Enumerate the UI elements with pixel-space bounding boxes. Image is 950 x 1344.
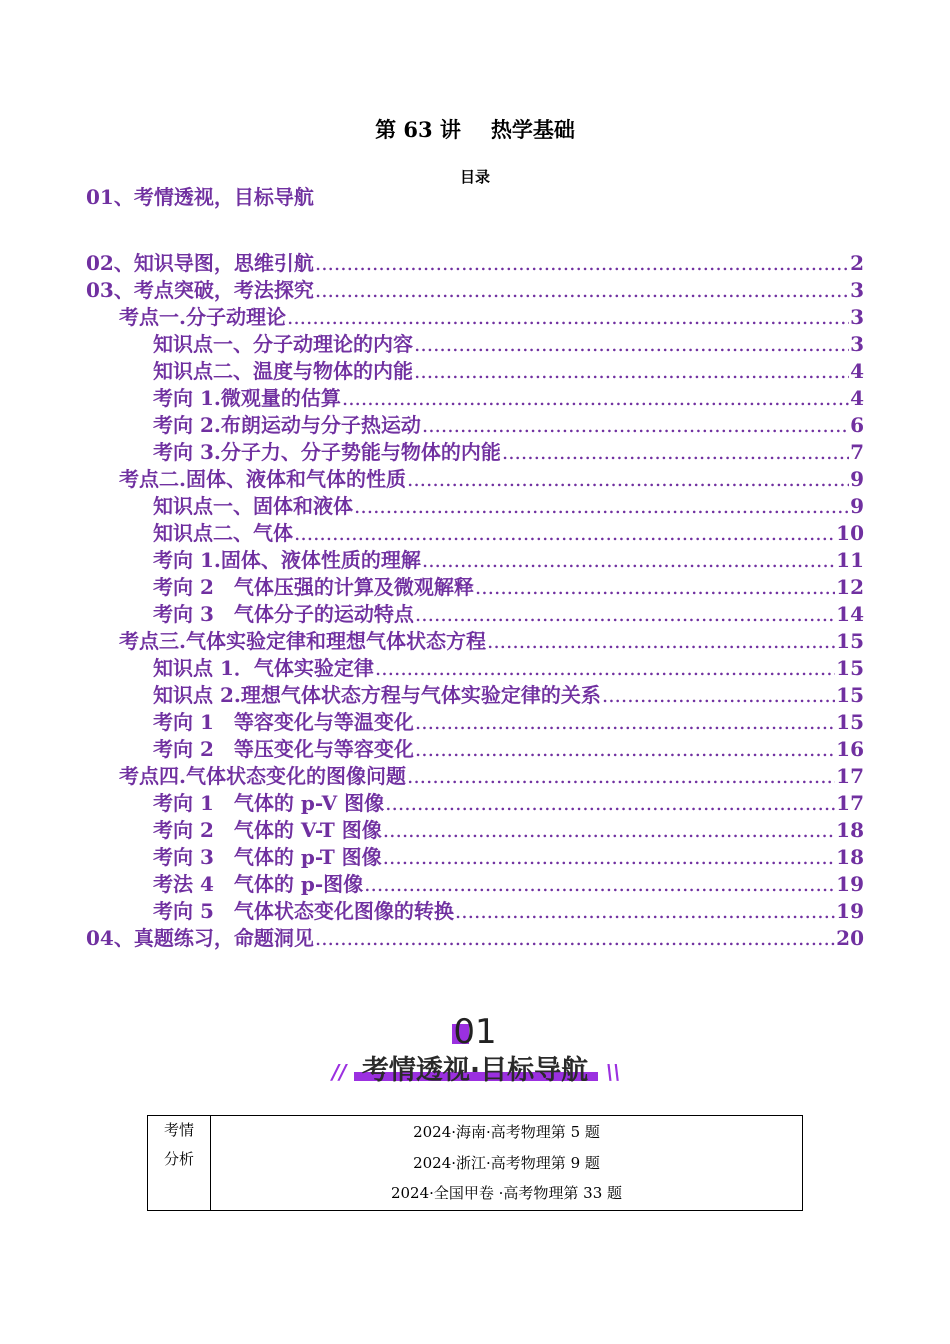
toc-leader-dots: [383, 817, 835, 844]
toc-entry-page: 3: [850, 278, 864, 302]
toc-entry-label: 知识点 2.理想气体状态方程与气体实验定律的关系: [153, 683, 601, 707]
toc-entry[interactable]: [86, 277, 864, 304]
banner-deco-left: //: [332, 1060, 347, 1084]
toc-leader-dots: [287, 304, 849, 331]
toc-entry-page: 16: [836, 737, 864, 761]
toc-leader-dots: [342, 385, 849, 412]
toc-entry-label: 考向 1 气体的 p-V 图像: [153, 791, 385, 815]
banner-number: 01: [453, 1012, 497, 1052]
toc-leader-dots: [414, 331, 849, 358]
toc-entry[interactable]: [153, 439, 864, 466]
toc-entry-page: 9: [850, 467, 864, 491]
header-line: 分析: [163, 1150, 194, 1168]
toc-entry-label: 04、真题练习，命题洞见: [86, 926, 314, 950]
toc-entry-page: 11: [836, 548, 864, 572]
toc-entry-label: 考向 2.布朗运动与分子热运动: [153, 413, 421, 437]
toc-entry-page: 10: [836, 521, 864, 545]
toc-entry-label: 考向 2 等压变化与等容变化: [153, 737, 414, 761]
toc-entry-label: 知识点 1．气体实验定律: [153, 656, 374, 680]
exam-item: 2024·全国甲卷 ·高考物理第 33 题: [390, 1184, 623, 1202]
toc-leader-dots: [315, 250, 849, 277]
toc-entry-page: 3: [850, 305, 864, 329]
toc-leader-dots: [364, 871, 835, 898]
toc-leader-dots: [455, 898, 835, 925]
toc-heading: 目录: [459, 168, 490, 186]
toc-leader-dots: [315, 925, 835, 952]
toc-entry[interactable]: [153, 547, 864, 574]
exam-items-cell: [211, 1116, 803, 1211]
toc-leader-dots: [415, 736, 835, 763]
toc-leader-dots: [414, 358, 849, 385]
toc-leader-dots: [375, 655, 835, 682]
toc-entry-page: 17: [836, 791, 864, 815]
toc-entry[interactable]: [153, 493, 864, 520]
toc-entry[interactable]: [153, 331, 864, 358]
toc-entry-label: 考向 1 等容变化与等温变化: [153, 710, 414, 734]
toc-entry[interactable]: [119, 763, 864, 790]
toc-entry[interactable]: [153, 682, 864, 709]
toc-entry-label: 考向 3 气体的 p-T 图像: [153, 845, 382, 869]
toc-entry[interactable]: [153, 385, 864, 412]
toc-entry-label: 考向 3.分子力、分子势能与物体的内能: [153, 440, 501, 464]
banner-deco-right: \\: [606, 1060, 621, 1084]
toc-entry[interactable]: [153, 601, 864, 628]
toc-entry-label: 02、知识导图，思维引航: [86, 251, 314, 275]
toc-entry[interactable]: [153, 844, 864, 871]
toc-leader-dots: [475, 574, 835, 601]
toc-leader-dots: [415, 709, 835, 736]
toc-entry-label: 考向 1.微观量的估算: [153, 386, 341, 410]
toc-entry-first[interactable]: 01、考情透视，目标导航: [86, 185, 314, 209]
toc-entry-page: 15: [836, 710, 864, 734]
toc-entry-page: 17: [836, 764, 864, 788]
toc-entry-page: 15: [836, 656, 864, 680]
header-line: 考情: [163, 1121, 194, 1139]
toc-entry-page: 19: [836, 899, 864, 923]
document-title: [0, 114, 950, 144]
toc-entry-label: 03、考点突破，考法探究: [86, 278, 314, 302]
toc-entry[interactable]: [153, 655, 864, 682]
exam-item: 2024·海南·高考物理第 5 题: [413, 1123, 600, 1141]
toc-leader-dots: [415, 601, 835, 628]
toc-leader-dots: [407, 466, 849, 493]
toc-leader-dots: [602, 682, 835, 709]
exam-analysis-table: [147, 1115, 803, 1211]
toc-entry[interactable]: [153, 412, 864, 439]
toc-leader-dots: [422, 547, 835, 574]
toc-leader-dots: [407, 763, 835, 790]
banner-text: 考情透视·目标导航: [361, 1055, 589, 1086]
toc-entry-label: 考点一.分子动理论: [119, 305, 286, 329]
toc-entry[interactable]: [119, 628, 864, 655]
toc-entry-page: 12: [836, 575, 864, 599]
toc-entry-label: 考法 4 气体的 p-图像: [153, 872, 364, 896]
toc-leader-dots: [422, 412, 849, 439]
toc-entry-page: 6: [850, 413, 864, 437]
toc-entry-label: 考点二.固体、液体和气体的性质: [119, 467, 406, 491]
toc-entry-label: 考向 3 气体分子的运动特点: [153, 602, 414, 626]
toc-entry-label: 考向 2 气体的 V-T 图像: [153, 818, 382, 842]
lecture-topic: 热学基础: [490, 117, 575, 142]
lecture-number: 第 63 讲: [375, 117, 461, 142]
exam-table-header: [148, 1116, 211, 1211]
toc-entry-page: 9: [850, 494, 864, 518]
toc-entry-label: 知识点二、气体: [153, 521, 293, 545]
toc-entry[interactable]: [119, 304, 864, 331]
toc-entry-label: 知识点一、分子动理论的内容: [153, 332, 413, 356]
toc-entry-label: 考向 2 气体压强的计算及微观解释: [153, 575, 474, 599]
toc-entry[interactable]: [153, 709, 864, 736]
toc-entry-page: 14: [836, 602, 864, 626]
toc-entry[interactable]: [153, 871, 864, 898]
toc-entry[interactable]: [86, 925, 864, 952]
toc-entry-page: 20: [836, 926, 864, 950]
toc-leader-dots: [385, 790, 835, 817]
toc-entry-page: 3: [850, 332, 864, 356]
exam-item: 2024·浙江·高考物理第 9 题: [413, 1153, 600, 1172]
toc-entry-page: 4: [850, 386, 864, 410]
toc-leader-dots: [315, 277, 849, 304]
toc-entry-page: 19: [836, 872, 864, 896]
toc-entry-label: 知识点一、固体和液体: [153, 494, 353, 518]
toc-entry-page: 15: [836, 683, 864, 707]
toc-entry[interactable]: [86, 250, 864, 277]
toc-entry-label: 考向 1.固体、液体性质的理解: [153, 548, 421, 572]
toc-entry-label: 考点四.气体状态变化的图像问题: [119, 764, 406, 788]
toc-leader-dots: [354, 493, 849, 520]
toc-entry-page: 18: [836, 845, 864, 869]
toc-entry[interactable]: [153, 574, 864, 601]
toc-leader-dots: [487, 628, 835, 655]
toc-leader-dots: [294, 520, 835, 547]
toc-entry-page: 7: [850, 440, 864, 464]
toc-entry[interactable]: [153, 898, 864, 925]
toc-entry[interactable]: [153, 358, 864, 385]
toc-leader-dots: [502, 439, 849, 466]
toc-entry-label: 考点三.气体实验定律和理想气体状态方程: [119, 629, 486, 653]
toc-entry-label: 考向 5 气体状态变化图像的转换: [153, 899, 454, 923]
toc-entry-label: 知识点二、温度与物体的内能: [153, 359, 413, 383]
toc-entry-page: 2: [850, 251, 864, 275]
section-banner: [0, 1008, 950, 1090]
toc-entry[interactable]: [153, 817, 864, 844]
toc-entry[interactable]: [153, 520, 864, 547]
toc-entry-page: 18: [836, 818, 864, 842]
toc-entry[interactable]: [153, 790, 864, 817]
toc-entry[interactable]: [119, 466, 864, 493]
toc-entry-page: 4: [850, 359, 864, 383]
toc-entry-page: 15: [836, 629, 864, 653]
toc-leader-dots: [383, 844, 835, 871]
toc-entry[interactable]: [153, 736, 864, 763]
